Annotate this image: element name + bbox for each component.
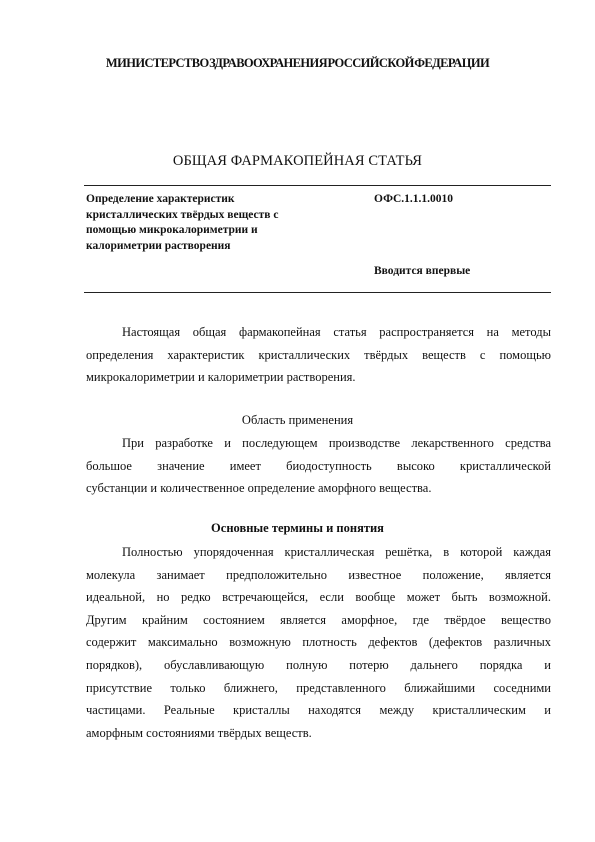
paragraph-line: большое значение имеет биодоступность высоко кристаллической	[86, 458, 551, 473]
ministry-header: МИНИСТЕРСТВО ЗДРАВООХРАНЕНИЯ РОССИЙСКОЙ ФЕДЕРАЦИИ	[105, 56, 490, 70]
article-title-line: кристаллических твёрдых веществ с	[86, 208, 279, 221]
paragraph-line: присутствие только ближнего, представленного ближайшими соседними	[86, 680, 551, 695]
paragraph-line: частицами. Реальные кристаллы находятся между кристаллическим и	[86, 703, 551, 718]
article-title-line: калориметрии растворения	[86, 239, 231, 252]
document-type-heading: ОБЩАЯ ФАРМАКОПЕЙНАЯ СТАТЬЯ	[172, 153, 423, 169]
paragraph-line: микрокалориметрии и калориметрии растворения.	[86, 370, 356, 385]
paragraph-line: молекула занимает предположительно известное положение, является	[86, 567, 551, 582]
article-title-line: помощью микрокалориметрии и	[86, 224, 258, 236]
scope-heading: Область применения	[241, 413, 354, 427]
paragraph-line: идеальной, но редко встречающейся, если вообще может быть возможной.	[86, 590, 551, 605]
article-status: Вводится впервые	[374, 265, 471, 277]
paragraph-line: содержит максимально возможную плотность дефектов (дефектов различных	[86, 635, 551, 650]
paragraph-line: определения характеристик кристаллических твёрдых веществ с помощью	[86, 347, 551, 362]
paragraph-line: аморфным состояниями твёрдых веществ.	[86, 725, 312, 740]
terms-paragraph	[86, 541, 551, 744]
intro-paragraph	[86, 321, 551, 389]
article-title-line: Определение характеристик	[86, 193, 235, 205]
paragraph-line: Другим крайним состоянием является аморфное, где твёрдое вещество	[86, 612, 551, 627]
scope-paragraph	[86, 432, 551, 500]
article-code: ОФС.1.1.1.0010	[374, 193, 454, 205]
terms-heading: Основные термины и понятия	[211, 521, 384, 535]
paragraph-line: порядков), обуславливающую полную потерю дальнего порядка и	[86, 657, 551, 672]
paragraph-line: Полностью упорядоченная кристаллическая решётка, в которой каждая	[122, 545, 551, 559]
paragraph-line: Настоящая общая фармакопейная статья распространяется на методы	[122, 325, 551, 339]
paragraph-line: При разработке и последующем производстве лекарственного средства	[122, 436, 551, 450]
paragraph-line: субстанции и количественное определение аморфного вещества.	[86, 481, 432, 496]
header-bottom-rule	[84, 292, 551, 293]
article-title	[86, 192, 336, 254]
header-top-rule	[84, 185, 551, 186]
